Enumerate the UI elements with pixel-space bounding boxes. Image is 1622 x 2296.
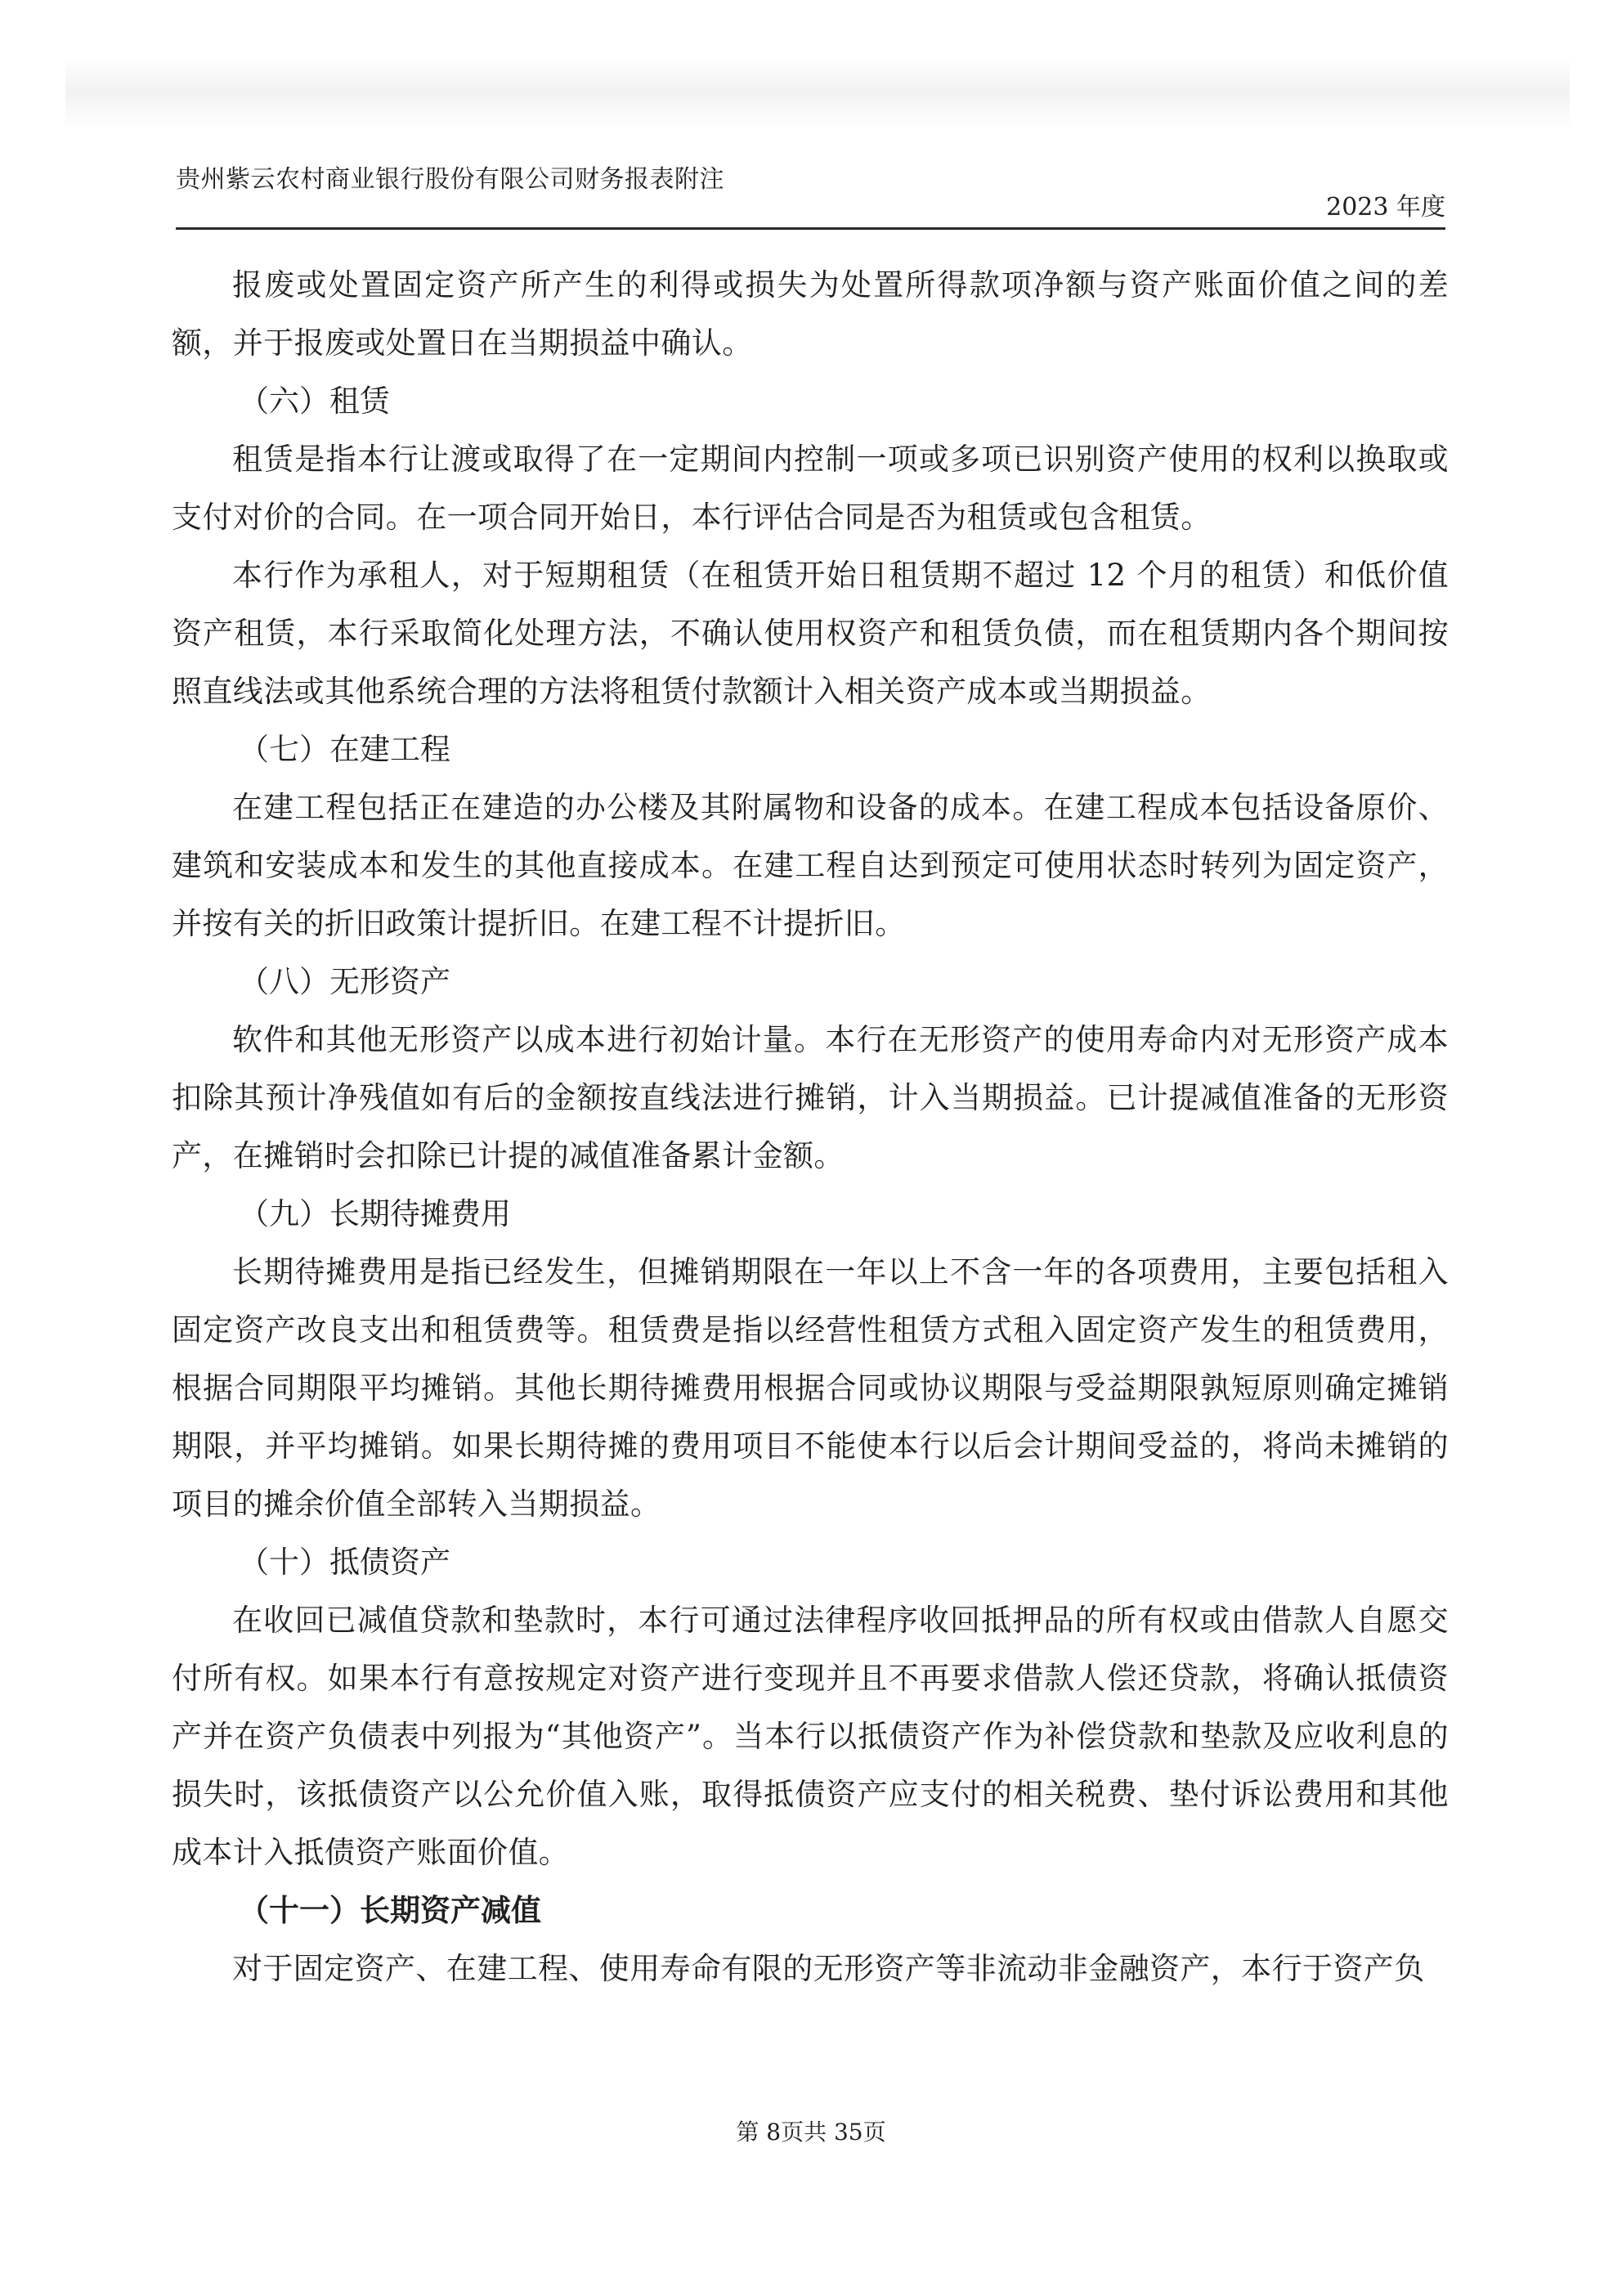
paragraph-lease-definition: 租赁是指本行让渡或取得了在一定期间内控制一项或多项已识别资产使用的权利以换取或支付对价的合同。在一项合同开始日，本行评估合同是否为租赁或包含租赁。 bbox=[172, 442, 1449, 535]
page-number: 第 8页共 35页 bbox=[736, 2119, 886, 2146]
heading-impairment: （十一）长期资产减值 bbox=[239, 1892, 541, 1928]
paragraph-intangible-assets: 软件和其他无形资产以成本进行初始计量。本行在无形资产的使用寿命内对无形资产成本扣除其预计净残值如有后的金额按直线法进行摊销，计入当期损益。已计提减值准备的无形资产，在摊销时会扣除已计提的减值准备累计金额。 bbox=[172, 1022, 1449, 1173]
document-body bbox=[172, 256, 1449, 1998]
heading-construction: （七）在建工程 bbox=[239, 732, 450, 767]
heading-foreclosed-assets: （十）抵债资产 bbox=[239, 1545, 450, 1580]
heading-long-term-prepaid: （九）长期待摊费用 bbox=[239, 1196, 511, 1231]
page-header bbox=[176, 164, 1445, 230]
paragraph-foreclosed-assets: 在收回已减值贷款和垫款时，本行可通过法律程序收回抵押品的所有权或由借款人自愿交付所有权。如果本行有意按规定对资产进行变现并且不再要求借款人偿还贷款，将确认抵债资产并在资产负债表中列报为“其他资产”。当本行以抵债资产作为补偿贷款和垫款及应收利息的损失时，该抵债资产以公允价值入账，取得抵债资产应支付的相关税费、垫付诉讼费用和其他成本计入抵债资产账面价值。 bbox=[172, 1603, 1449, 1870]
paragraph-disposal: 报废或处置固定资产所产生的利得或损失为处置所得款项净额与资产账面价值之间的差额，并于报废或处置日在当期损益中确认。 bbox=[172, 267, 1449, 361]
scan-shadow bbox=[65, 57, 1570, 131]
paragraph-long-term-prepaid: 长期待摊费用是指已经发生，但摊销期限在一年以上不含一年的各项费用，主要包括租入固定资产改良支出和租赁费等。租赁费是指以经营性租赁方式租入固定资产发生的租赁费用，根据合同期限平均摊销。其他长期待摊费用根据合同或协议期限与受益期限孰短原则确定摊销期限，并平均摊销。如果长期待摊的费用项目不能使本行以后会计期间受益的，将尚未摊销的项目的摊余价值全部转入当期损益。 bbox=[172, 1254, 1449, 1522]
paragraph-lessee: 本行作为承租人，对于短期租赁（在租赁开始日租赁期不超过 12 个月的租赁）和低价值资产租赁，本行采取简化处理方法，不确认使用权资产和租赁负债，而在租赁期内各个期间按照直线法或其他系统合理的方法将租赁付款额计入相关资产成本或当期损益。 bbox=[172, 558, 1449, 709]
header-title: 贵州紫云农村商业银行股份有限公司财务报表附注 bbox=[176, 165, 724, 194]
paragraph-impairment: 对于固定资产、在建工程、使用寿命有限的无形资产等非流动非金融资产，本行于资产负 bbox=[232, 1951, 1425, 1986]
header-year: 2023 年度 bbox=[1326, 193, 1445, 222]
heading-lease: （六）租赁 bbox=[239, 383, 390, 419]
heading-intangible-assets: （八）无形资产 bbox=[239, 964, 450, 999]
paragraph-construction: 在建工程包括正在建造的办公楼及其附属物和设备的成本。在建工程成本包括设备原价、建筑和安装成本和发生的其他直接成本。在建工程自达到预定可使用状态时转列为固定资产，并按有关的折旧政策计提折旧。在建工程不计提折旧。 bbox=[172, 790, 1449, 941]
